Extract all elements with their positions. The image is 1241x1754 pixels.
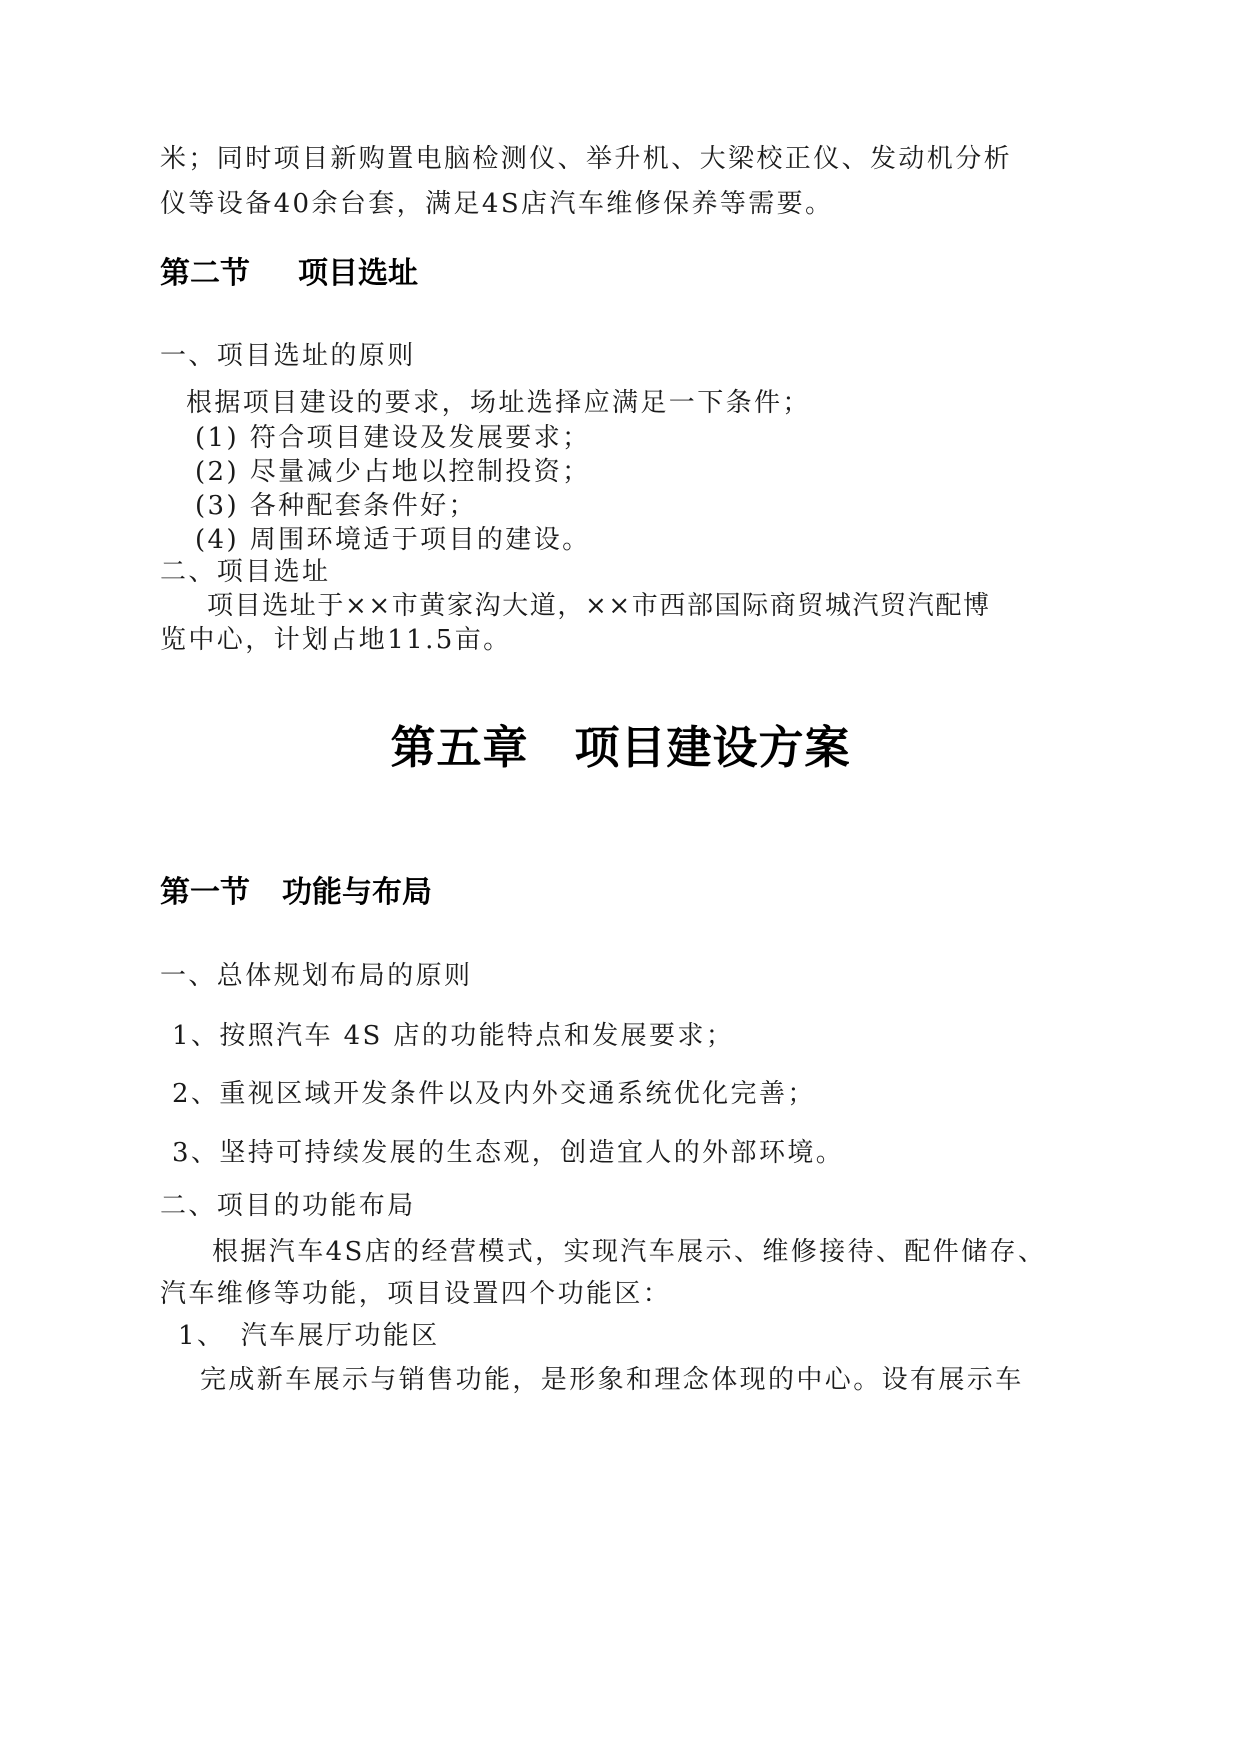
section-2-sub1-heading: 一、项目选址的原则 — [160, 341, 416, 371]
principle-item: 1、按照汽车 4S 店的功能特点和发展要求； — [172, 1021, 735, 1051]
section-1-heading — [160, 871, 432, 915]
principle-item: 2、重视区域开发条件以及内外交通系统优化完善； — [172, 1079, 816, 1109]
principle-item: 3、坚持可持续发展的生态观，创造宜人的外部环境。 — [172, 1138, 845, 1168]
section-2-number: 第二节 — [160, 256, 250, 291]
zone-1-line-1: 完成新车展示与销售功能，是形象和理念体现的中心。设有展示车 — [200, 1365, 1024, 1395]
section-2-heading — [160, 252, 418, 296]
section-1-sub1-heading: 一、总体规划布局的原则 — [160, 961, 473, 991]
condition-item: (2) 尽量减少占地以控制投资； — [195, 457, 591, 487]
condition-item: (3) 各种配套条件好； — [195, 491, 477, 521]
condition-item: (1) 符合项目建设及发展要求； — [195, 423, 591, 453]
condition-item: (4) 周围环境适于项目的建设。 — [195, 525, 591, 555]
section-1-sub2-heading: 二、项目的功能布局 — [160, 1191, 416, 1221]
chapter-5-title: 第五章 项目建设方案 — [390, 721, 851, 774]
section-2-sub2-line-1: 项目选址于××市黄家沟大道，××市西部国际商贸城汽贸汽配博 — [207, 591, 991, 621]
section-2-sub2-heading: 二、项目选址 — [160, 557, 331, 587]
section-2-sub1-intro: 根据项目建设的要求，场址选择应满足一下条件； — [186, 388, 811, 418]
section-2-title: 项目选址 — [298, 256, 418, 291]
section-1-title: 功能与布局 — [282, 875, 432, 910]
section-2-sub2-line-2: 览中心，计划占地11.5亩。 — [160, 625, 512, 655]
section-1-sub2-line-1: 根据汽车4S店的经营模式，实现汽车展示、维修接待、配件储存、 — [212, 1237, 1047, 1267]
section-1-number: 第一节 — [160, 875, 250, 910]
continuation-line-2: 仪等设备40余台套，满足4S店汽车维修保养等需要。 — [160, 189, 834, 219]
zone-1-heading: 1、 汽车展厅功能区 — [178, 1321, 440, 1351]
section-1-sub2-line-2: 汽车维修等功能，项目设置四个功能区： — [160, 1279, 672, 1309]
continuation-line-1: 米；同时项目新购置电脑检测仪、举升机、大梁校正仪、发动机分析 — [160, 144, 1013, 174]
